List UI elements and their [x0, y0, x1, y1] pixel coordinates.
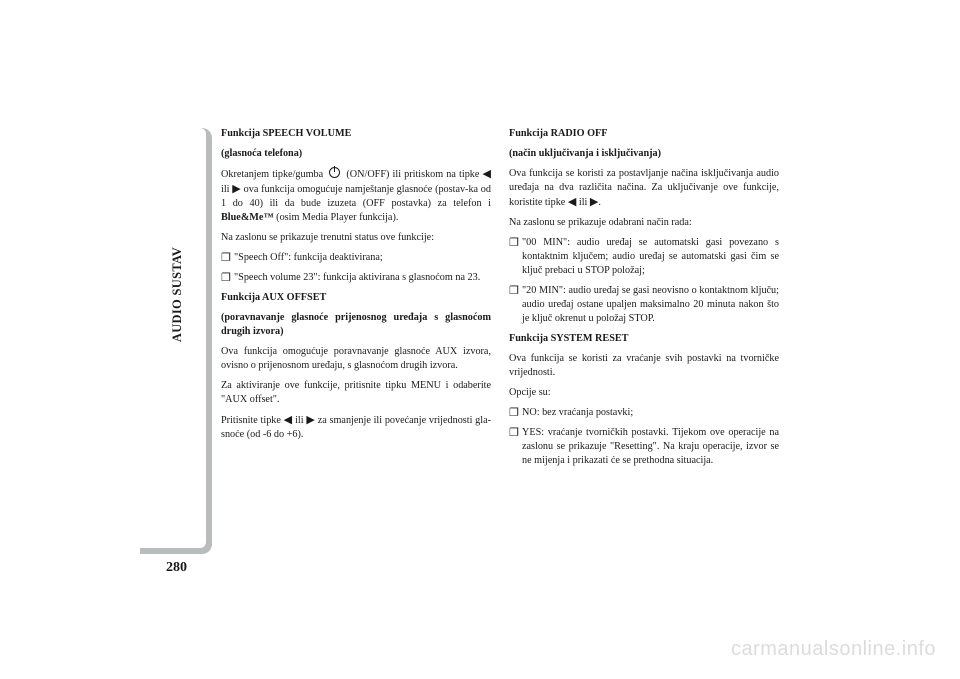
status-intro: Na zaslonu se prikazuje trenutni status ove funkcije:	[221, 232, 435, 243]
system-reset-paragraph: Ova funkcija se koristi za vraćanje svih postavki na tvorničke vrijednosti.	[509, 353, 779, 378]
checkbox-bullet-icon: ❐	[509, 427, 519, 439]
checkbox-bullet-icon: ❐	[509, 407, 519, 419]
right-arrow-icon: ▶	[306, 414, 315, 426]
mode-intro: Na zaslonu se prikazuje odabrani način rada:	[509, 217, 692, 228]
list-item: ❐ YES: vraćanje tvorničkih postavki. Tijekom ove operacije na zaslonu se prikazuje "Resetting". Na kraju operacije, izvor se ne mijenja i prikazati će se prethodna situacija.	[509, 427, 779, 466]
options-intro: Opcije su:	[509, 387, 551, 398]
speech-volume-paragraph: Okretanjem tipke/gumba (ON/OFF) ili pritiskom na tipke ◀ ili ▶ ova funkcija omogućuje namještanje glasnoće (postav-ka od 1 do 40) ili da bude izuzeta (OFF postavka) za telefon i Blue&Me™ (osim Media Player funkcija).	[221, 168, 492, 223]
watermark: carmanualsonline.info	[730, 638, 936, 660]
speech-volume-heading: Funkcija SPEECH VOLUME	[221, 128, 352, 139]
system-reset-heading: Funkcija SYSTEM RESET	[509, 333, 629, 344]
list-item: ❐ "Speech volume 23": funkcija aktivirana s glasnoćom na 23.	[221, 272, 481, 284]
list-item: ❐ "00 MIN": audio uređaj se automatski gasi povezano s kontaktnim ključem; audio uređaj se automatski gasi čim se ključ prebaci u STOP položaj;	[509, 237, 779, 276]
list-item: ❐ NO: bez vraćanja postavki;	[509, 407, 634, 419]
page-number: 280	[166, 560, 187, 575]
checkbox-bullet-icon: ❐	[509, 237, 519, 249]
right-arrow-icon: ▶	[232, 183, 241, 195]
left-arrow-icon: ◀	[283, 414, 293, 426]
checkbox-bullet-icon: ❐	[509, 285, 519, 297]
aux-offset-paragraph-1: Ova funkcija omogućuje poravnavanje glasnoće AUX izvora, ovisno o prijenosnom uređaju, s glasnoćom drugih izvora.	[221, 346, 491, 371]
list-item: ❐ "Speech Off": funkcija deaktivirana;	[221, 252, 383, 264]
left-column	[221, 127, 491, 448]
radio-off-subheading: (način uključivanja i isključivanja)	[509, 148, 661, 159]
list-item: ❐ "20 MIN": audio uređaj se gasi neovisno o kontaktnom ključu; audio uređaj ostane upaljen maksimalno 20 minuta nakon što je ključ okrenut u položaj STOP.	[509, 285, 779, 324]
checkbox-bullet-icon: ❐	[221, 252, 231, 264]
left-arrow-icon: ◀	[482, 168, 492, 180]
aux-offset-heading: Funkcija AUX OFFSET	[221, 292, 327, 303]
power-knob-icon	[329, 167, 340, 178]
aux-offset-paragraph-3: Pritisnite tipke ◀ ili ▶ za smanjenje ili povećanje vrijednosti gla-snoće (od -6 do +6).	[221, 414, 492, 440]
checkbox-bullet-icon: ❐	[221, 272, 231, 284]
aux-offset-subheading: (poravnavanje glasnoće prijenosnog uređaja s glasnoćom drugih izvora)	[221, 312, 491, 337]
section-label: AUDIO SUSTAV	[170, 246, 185, 342]
radio-off-paragraph: Ova funkcija se koristi za postavljanje načina isključivanja audio uređaja na dva različita načina. Za uključivanje ove funkcije, koristite tipke ◀ ili ▶.	[509, 168, 779, 208]
aux-offset-paragraph-2: Za aktiviranje ove funkcije, pritisnite tipku MENU i odaberite "AUX offset".	[221, 380, 491, 405]
speech-volume-subheading: (glasnoća telefona)	[221, 148, 303, 159]
left-arrow-icon: ◀	[567, 196, 577, 208]
radio-off-heading: Funkcija RADIO OFF	[509, 128, 608, 139]
brand-name: Blue&Me™	[221, 212, 274, 223]
right-column	[509, 127, 779, 474]
right-arrow-icon: ▶	[589, 196, 599, 208]
